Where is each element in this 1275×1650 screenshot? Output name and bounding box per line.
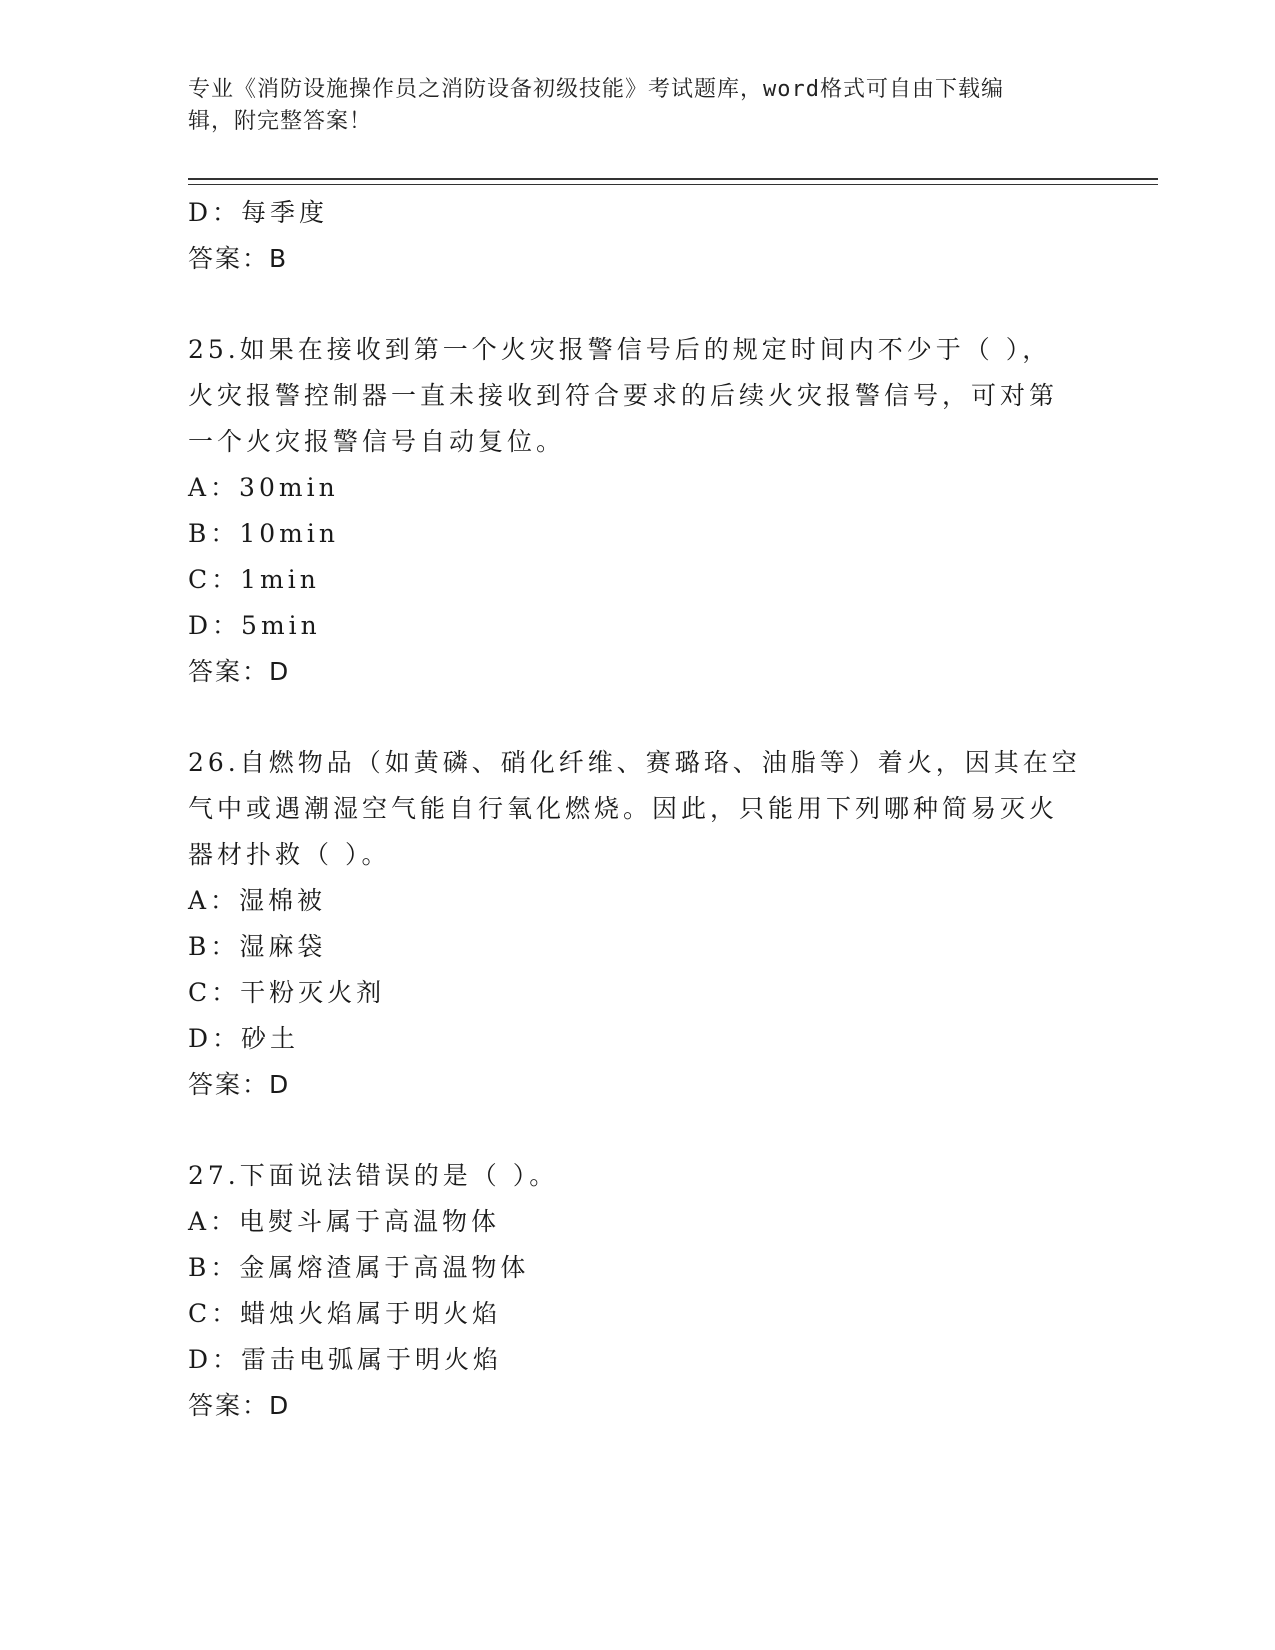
answer-line: 答案：D <box>188 1391 291 1420</box>
question-stem-line: 27.下面说法错误的是（ ）。 <box>188 1161 559 1190</box>
question-stem-line: 火灾报警控制器一直未接收到符合要求的后续火灾报警信号，可对第 <box>188 381 1059 410</box>
header-divider <box>188 178 1158 180</box>
question-25 <box>188 327 1088 695</box>
question-stem-line: 26.自燃物品（如黄磷、硝化纤维、赛璐珞、油脂等）着火，因其在空 <box>188 748 1081 777</box>
question-stem-line: 器材扑救（ ）。 <box>188 840 391 869</box>
previous-question-tail <box>188 190 1088 282</box>
option-b: B：10min <box>188 519 339 548</box>
option-a: A：电熨斗属于高温物体 <box>188 1207 501 1236</box>
option-c: C：1min <box>188 565 320 594</box>
option-d: D：每季度 <box>188 198 329 227</box>
option-d: D：砂土 <box>188 1024 300 1053</box>
question-stem-line: 气中或遇潮湿空气能自行氧化燃烧。因此，只能用下列哪种简易灭火 <box>188 794 1059 823</box>
option-b: B：金属熔渣属于高温物体 <box>188 1253 530 1282</box>
question-26 <box>188 740 1088 1108</box>
option-b: B：湿麻袋 <box>188 932 327 961</box>
page-header <box>188 74 1088 138</box>
header-line-1: 专业《消防设施操作员之消防设备初级技能》考试题库，word格式可自由下载编 <box>188 77 1004 102</box>
header-divider-thin <box>188 184 1158 185</box>
option-d: D：雷击电弧属于明火焰 <box>188 1345 503 1374</box>
answer-line: 答案：D <box>188 1070 291 1099</box>
document-body <box>188 190 1088 1429</box>
option-d: D：5min <box>188 611 321 640</box>
option-a: A：湿棉被 <box>188 886 327 915</box>
answer-line: 答案：D <box>188 657 291 686</box>
question-27 <box>188 1153 1088 1429</box>
question-stem-line: 一个火灾报警信号自动复位。 <box>188 427 566 456</box>
question-stem-line: 25.如果在接收到第一个火灾报警信号后的规定时间内不少于（ ）， <box>188 335 1052 364</box>
option-c: C：蜡烛火焰属于明火焰 <box>188 1299 502 1328</box>
option-a: A：30min <box>188 473 339 502</box>
option-c: C：干粉灭火剂 <box>188 978 386 1007</box>
header-line-2: 辑，附完整答案！ <box>188 109 373 134</box>
answer-line: 答案：B <box>188 244 289 273</box>
